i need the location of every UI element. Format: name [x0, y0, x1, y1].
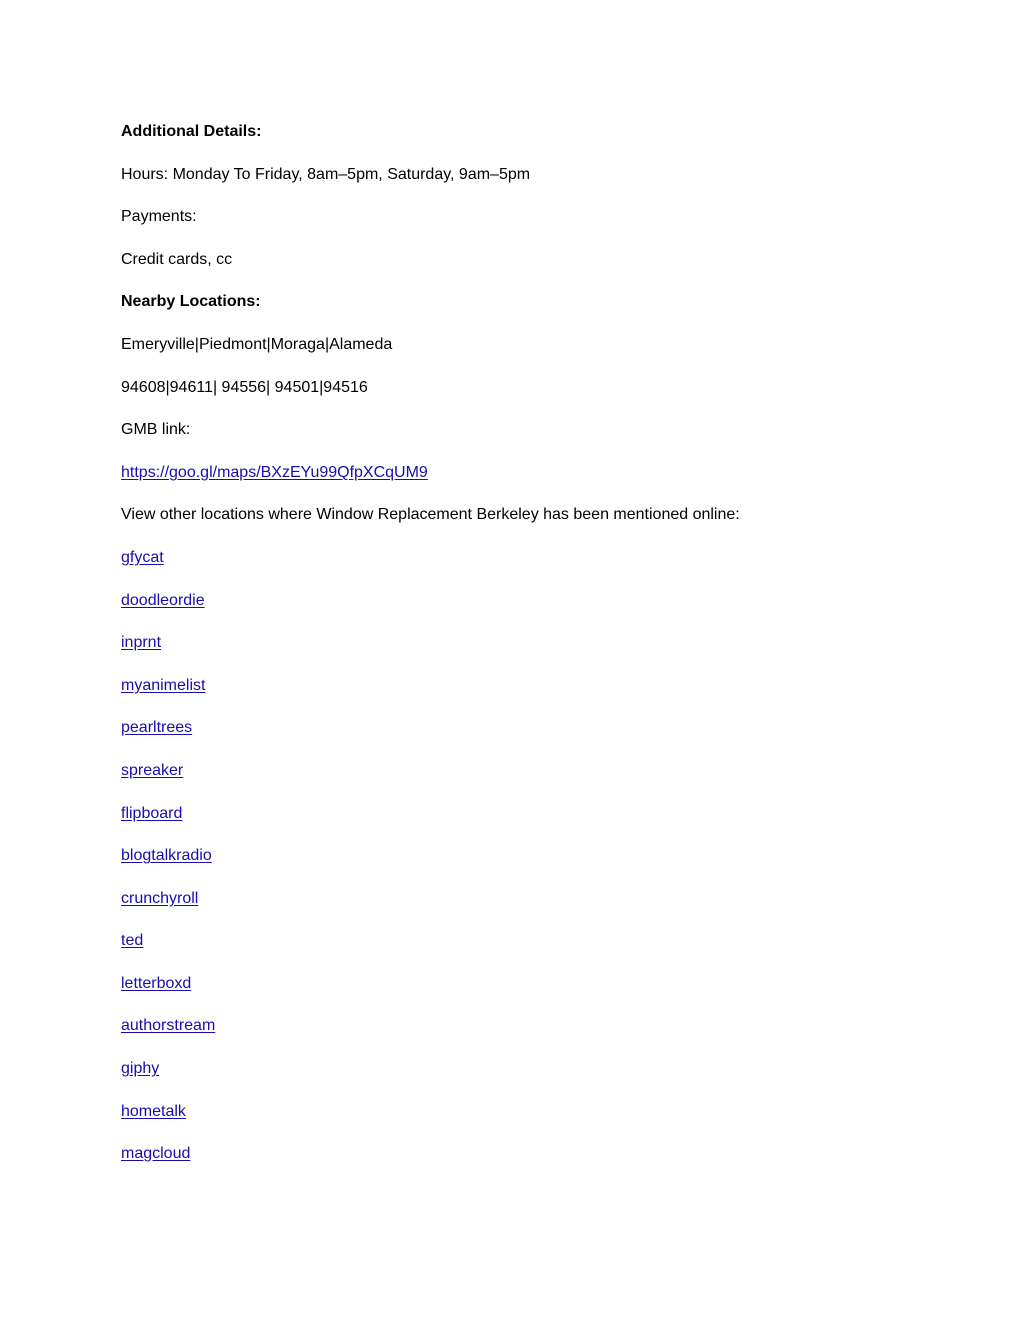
- additional-details-heading: Additional Details:: [121, 123, 262, 140]
- mention-link-item: [121, 631, 921, 674]
- mention-link-item: [121, 844, 921, 887]
- mention-link-item: [121, 929, 921, 972]
- mention-links-list: [121, 546, 921, 1185]
- mention-link[interactable]: crunchyroll: [121, 889, 199, 907]
- mention-link-item: [121, 589, 921, 632]
- mention-link[interactable]: magcloud: [121, 1145, 191, 1163]
- mention-link[interactable]: spreaker: [121, 761, 184, 779]
- mention-link[interactable]: blogtalkradio: [121, 847, 212, 865]
- mention-link[interactable]: hometalk: [121, 1102, 186, 1120]
- mention-link-item: [121, 716, 921, 759]
- mention-link[interactable]: myanimelist: [121, 676, 206, 694]
- nearby-zip-codes: 94608|94611| 94556| 94501|94516: [121, 378, 368, 396]
- mention-link-item: [121, 1014, 921, 1057]
- mention-link-item: [121, 1142, 921, 1185]
- mention-link-item: [121, 1100, 921, 1143]
- document-content: [121, 120, 921, 1185]
- payments-label: Payments:: [121, 208, 197, 226]
- payments-value: Credit cards, cc: [121, 250, 233, 268]
- mention-link[interactable]: giphy: [121, 1060, 160, 1078]
- nearby-cities: Emeryville|Piedmont|Moraga|Alameda: [121, 335, 393, 353]
- mention-link[interactable]: pearltrees: [121, 719, 193, 737]
- gmb-label: GMB link:: [121, 421, 191, 439]
- mention-link-item: [121, 546, 921, 589]
- mention-link[interactable]: doodleordie: [121, 591, 205, 609]
- mention-link-item: [121, 972, 921, 1015]
- mention-link-item: [121, 1057, 921, 1100]
- mentions-intro: View other locations where Window Replacement Berkeley has been mentioned online:: [121, 506, 740, 524]
- mention-link[interactable]: flipboard: [121, 804, 183, 822]
- mention-link-item: [121, 802, 921, 845]
- mention-link-item: [121, 887, 921, 930]
- mention-link[interactable]: authorstream: [121, 1017, 216, 1035]
- mention-link[interactable]: gfycat: [121, 548, 164, 566]
- mention-link-item: [121, 759, 921, 802]
- nearby-locations-heading: Nearby Locations:: [121, 293, 261, 311]
- hours-text: Hours: Monday To Friday, 8am–5pm, Saturday, 9am–5pm: [121, 165, 531, 183]
- gmb-link-row: [121, 461, 921, 504]
- mention-link-item: [121, 674, 921, 717]
- gmb-link[interactable]: https://goo.gl/maps/BXzEYu99QfpXCqUM9: [121, 463, 428, 481]
- mention-link[interactable]: inprnt: [121, 634, 162, 652]
- mention-link[interactable]: ted: [121, 932, 144, 950]
- mention-link[interactable]: letterboxd: [121, 974, 192, 992]
